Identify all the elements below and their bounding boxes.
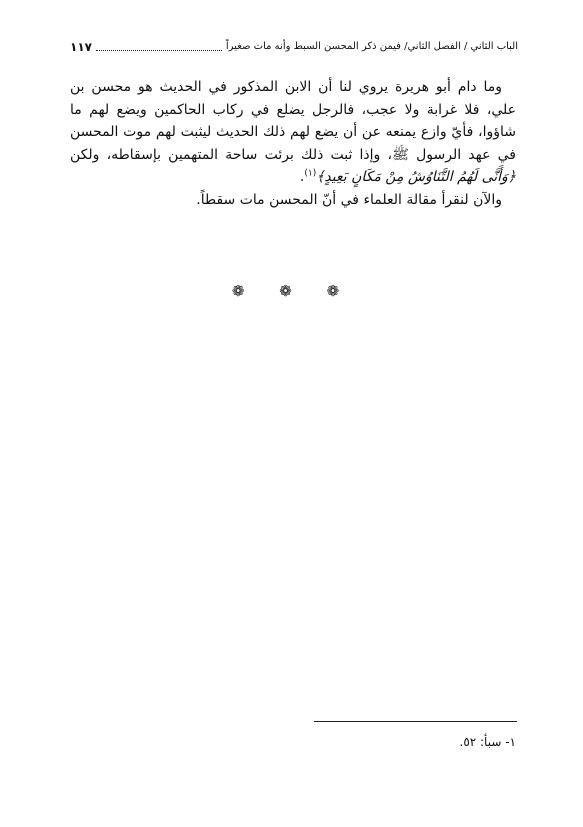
footnote-separator <box>314 721 517 722</box>
paragraph-1 <box>70 76 516 189</box>
section-ornaments <box>0 282 583 300</box>
footnote-reference[interactable]: (١) <box>304 168 317 179</box>
flower-ornament-icon: ❁ <box>326 282 352 300</box>
header-dotted-leader <box>96 49 222 51</box>
paragraph-1-text: وما دام أبو هريرة يروي لنا أن الابن المذكور في الحديث هو محسن بن علي، فلا غرابة ولا عجب، فالرجل يضلع في ركاب الحاكمين ويضع لهم ما شاؤوا، فأيّ وازع يمنعه عن أن يضع لهم ذلك الحديث ليثبت لهم موت المحسن في عهد الرسول ﷺ، وإذا ثبت ذلك برئت ساحة المتهمين بإسقاطه، ولكن <box>70 79 516 163</box>
footnote: ١- سبأ: ٥٢. <box>459 735 516 749</box>
verse-end-punctuation: . <box>299 169 305 185</box>
running-header <box>70 40 518 54</box>
chapter-title: الباب الثاني / الفصل الثاني/ فيمن ذكر المحسن السبط وأنه مات صغيراً <box>225 41 518 52</box>
paragraph-2: والآن لنقرأ مقالة العلماء في أنّ المحسن مات سقطاً. <box>196 191 502 208</box>
flower-ornament-icon: ❁ <box>231 282 257 300</box>
body-text <box>70 76 516 211</box>
quran-verse: ﴿وَأَنَّى لَهُمُ التَّنَاوُشُ مِنْ مَكَانٍ بَعِيدٍ﴾ <box>316 169 516 185</box>
page-number: ١١٧ <box>70 40 92 54</box>
flower-ornament-icon: ❁ <box>279 282 304 300</box>
